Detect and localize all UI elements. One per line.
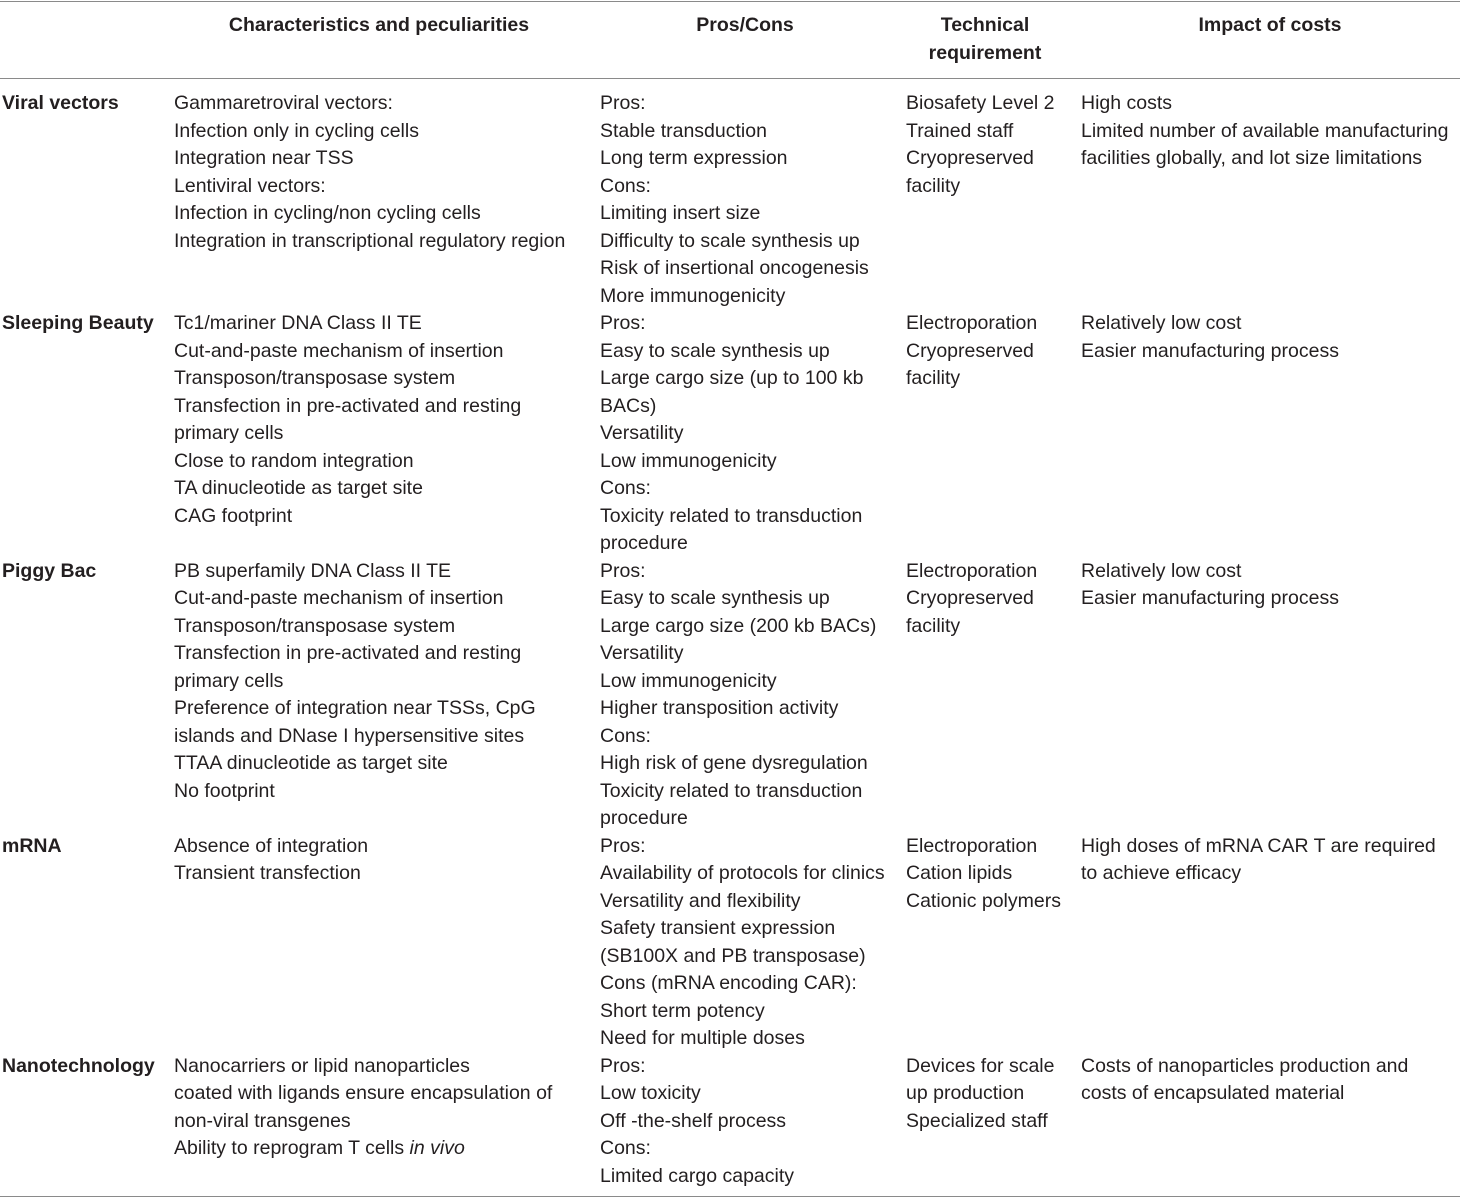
list-item: Limited number of available manufacturing	[1081, 119, 1449, 142]
list-item: Large cargo size (up to 100 kb	[600, 367, 864, 389]
list-item: Toxicity related to transduction	[600, 779, 863, 802]
table-row	[0, 90, 1460, 310]
pros-cons-cell	[600, 1053, 892, 1191]
list-item: Limited cargo capacity	[600, 1164, 795, 1187]
list-item: Transfection in pre-activated and resting	[174, 642, 522, 664]
list-item: coated with ligands ensure encapsulation of	[174, 1082, 553, 1104]
list-item: Limiting insert size	[600, 202, 761, 224]
list-item: Electroporation	[906, 834, 1038, 857]
list-item: Transfection in pre-activated and resting	[174, 394, 522, 417]
list-item: Cryopreserved	[906, 339, 1034, 362]
characteristics-cell	[174, 558, 584, 806]
list-item: Cation lipids	[906, 862, 1013, 884]
header-impact-of-costs: Impact of costs	[1198, 14, 1342, 36]
list-item: Costs of nanoparticles production and	[1081, 1054, 1409, 1077]
list-item: Transposon/transposase system	[174, 614, 456, 637]
list-item: islands and DNase I hypersensitive sites	[174, 724, 525, 747]
characteristics-cell	[174, 1053, 584, 1163]
list-item: More immunogenicity	[600, 284, 786, 307]
list-item: Specialized staff	[906, 1109, 1048, 1132]
list-item: Cons:	[600, 724, 651, 747]
characteristics-cell	[174, 310, 584, 530]
list-item: Higher transposition activity	[600, 697, 839, 719]
list-item: Cons (mRNA encoding CAR):	[600, 972, 857, 994]
list-item: Difficulty to scale synthesis up	[600, 229, 860, 252]
list-item: Relatively low cost	[1081, 559, 1242, 582]
row-label: Sleeping Beauty	[2, 312, 154, 334]
list-item: CAG footprint	[174, 504, 293, 527]
list-item: facilities globally, and lot size limitations	[1081, 147, 1423, 169]
list-item: Off -the-shelf process	[600, 1109, 787, 1132]
row-label: Viral vectors	[2, 92, 119, 114]
list-item: High risk of gene dysregulation	[600, 752, 868, 774]
list-item: Low immunogenicity	[600, 449, 777, 472]
technical-cell	[906, 310, 1076, 393]
list-item: primary cells	[174, 422, 284, 444]
list-item: Cut-and-paste mechanism of insertion	[174, 587, 504, 609]
technical-cell	[906, 90, 1076, 200]
list-item: Devices for scale	[906, 1054, 1055, 1077]
list-item: procedure	[600, 532, 688, 554]
list-item-text: Ability to reprogram T cells	[174, 1137, 410, 1159]
table-header	[0, 12, 1460, 72]
row-label: Piggy Bac	[2, 559, 97, 582]
list-item: primary cells	[174, 669, 284, 692]
list-item: Lentiviral vectors:	[174, 174, 326, 197]
technical-cell	[906, 558, 1076, 641]
characteristics-cell	[174, 90, 584, 255]
list-item: Easy to scale synthesis up	[600, 339, 830, 362]
list-item: Pros:	[600, 312, 646, 334]
list-item: Low immunogenicity	[600, 669, 777, 692]
list-item: Infection in cycling/non cycling cells	[174, 202, 481, 224]
list-item-italic-text: in vivo	[409, 1137, 465, 1159]
list-item: Versatility and flexibility	[600, 889, 801, 912]
list-item: Versatility	[600, 422, 684, 444]
pros-cons-cell	[600, 558, 892, 833]
list-item: Short term potency	[600, 999, 765, 1022]
list-item: TA dinucleotide as target site	[174, 477, 423, 499]
costs-cell	[1081, 833, 1459, 888]
list-item: non-viral transgenes	[174, 1109, 351, 1132]
table-bottom-rule	[0, 1196, 1460, 1197]
list-item: to achieve efficacy	[1081, 862, 1242, 884]
list-item: Long term expression	[600, 147, 788, 169]
list-item: Easier manufacturing process	[1081, 587, 1339, 609]
list-item: High doses of mRNA CAR T are required	[1081, 834, 1436, 857]
list-item: High costs	[1081, 92, 1173, 114]
list-item: Relatively low cost	[1081, 312, 1242, 334]
list-item: Cryopreserved	[906, 587, 1034, 609]
list-item: Integration in transcriptional regulatory region	[174, 229, 566, 252]
list-item: Trained staff	[906, 119, 1014, 142]
costs-cell	[1081, 558, 1459, 613]
list-item: Electroporation	[906, 312, 1038, 334]
list-item: Need for multiple doses	[600, 1027, 805, 1049]
list-item: (SB100X and PB transposase)	[600, 944, 866, 967]
list-item: Cons:	[600, 1137, 651, 1159]
costs-cell	[1081, 1053, 1459, 1108]
list-item: Cryopreserved	[906, 147, 1034, 169]
list-item: up production	[906, 1082, 1025, 1104]
technical-cell	[906, 833, 1076, 916]
list-item: Transposon/transposase system	[174, 367, 456, 389]
list-item: Close to random integration	[174, 449, 414, 472]
list-item: Cationic polymers	[906, 889, 1061, 912]
header-technical-requirement: Technical requirement	[928, 14, 1042, 64]
characteristics-cell	[174, 833, 584, 888]
list-item: costs of encapsulated material	[1081, 1082, 1345, 1104]
list-item: facility	[906, 174, 961, 197]
list-item: Pros:	[600, 1054, 646, 1077]
list-item	[174, 1135, 584, 1163]
list-item: Pros:	[600, 92, 646, 114]
list-item: Electroporation	[906, 559, 1038, 582]
list-item: Gammaretroviral vectors:	[174, 92, 393, 114]
list-item: Availability of protocols for clinics	[600, 862, 885, 884]
pros-cons-cell	[600, 90, 892, 310]
list-item: procedure	[600, 807, 688, 829]
row-label: Nanotechnology	[2, 1054, 155, 1077]
list-item: Versatility	[600, 642, 684, 664]
list-item: No footprint	[174, 779, 275, 802]
list-item: Absence of integration	[174, 834, 369, 857]
list-item: Easier manufacturing process	[1081, 339, 1339, 362]
list-item: Cons:	[600, 477, 651, 499]
pros-cons-cell	[600, 310, 892, 558]
list-item: PB superfamily DNA Class II TE	[174, 559, 452, 582]
table-body	[0, 90, 1460, 1190]
list-item: Cons:	[600, 174, 651, 197]
row-label: mRNA	[2, 834, 62, 857]
table-row	[0, 833, 1460, 1053]
pros-cons-cell	[600, 833, 892, 1053]
table-top-rule	[0, 1, 1460, 2]
list-item: Preference of integration near TSSs, CpG	[174, 697, 536, 719]
list-item: Pros:	[600, 559, 646, 582]
list-item: Integration near TSS	[174, 147, 354, 169]
table-header-rule	[0, 78, 1460, 79]
list-item: Risk of insertional oncogenesis	[600, 257, 869, 279]
list-item: facility	[906, 614, 961, 637]
list-item: Pros:	[600, 834, 646, 857]
list-item: Transient transfection	[174, 862, 361, 884]
list-item: BACs)	[600, 394, 657, 417]
list-item: Biosafety Level 2	[906, 92, 1055, 114]
list-item: Tc1/mariner DNA Class II TE	[174, 312, 422, 334]
table-row	[0, 558, 1460, 833]
header-pros-cons: Pros/Cons	[696, 14, 794, 36]
list-item: facility	[906, 367, 961, 389]
list-item: Cut-and-paste mechanism of insertion	[174, 339, 504, 362]
list-item: Easy to scale synthesis up	[600, 587, 830, 609]
list-item: Stable transduction	[600, 119, 767, 142]
technical-cell	[906, 1053, 1076, 1136]
table-row	[0, 310, 1460, 558]
costs-cell	[1081, 310, 1459, 365]
list-item: Nanocarriers or lipid nanoparticles	[174, 1054, 470, 1077]
list-item: Large cargo size (200 kb BACs)	[600, 614, 877, 637]
list-item: Safety transient expression	[600, 917, 836, 939]
list-item: Toxicity related to transduction	[600, 504, 863, 527]
list-item: TTAA dinucleotide as target site	[174, 752, 448, 774]
list-item: Low toxicity	[600, 1082, 701, 1104]
list-item: Infection only in cycling cells	[174, 119, 419, 142]
table-row	[0, 1053, 1460, 1191]
costs-cell	[1081, 90, 1459, 173]
header-characteristics: Characteristics and peculiarities	[228, 14, 530, 36]
